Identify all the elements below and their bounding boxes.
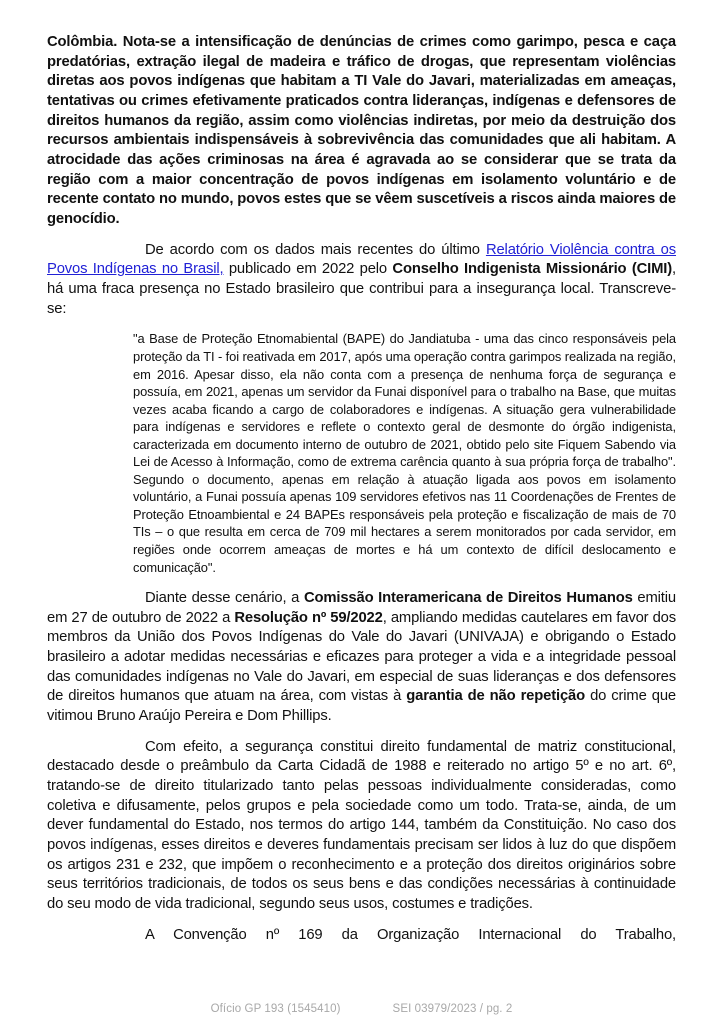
text-run: , há uma fraca presença no Estado brasileiro que contribui para a insegurança local. Transcreve-se: xyxy=(47,261,676,317)
text-run: publicado em 2022 pelo xyxy=(223,261,393,278)
text-run: "a Base de Proteção Etnomabiental (BAPE) do Jandiatuba - uma das cinco responsáveis pela proteção da TI - foi reativada em 2017, após uma operação contra garimpos realizada na região, em 2016. Apesar disso, ela não conta com a presença de nenhuma força de segurança e possuía, em 2021, apenas um servidor da Funai disponível para o trabalho na Base, que muitas vezes acaba ficando a cargo de colaboradores e indígenas. A situação gera vulnerabilidade para indígenas e servidores e reflete o contexto geral de desmonte do órgão indigenista, caracterizada em documento interno de outubro de 2021, obtido pelo site Fiquem Sabendo via Lei de Acesso à Informação, como de extrema carência quanto à sua própria força de trabalho". Segundo o documento, apenas em relação à atuação ligada aos povos em isolamento voluntário, a Funai possuía apenas 109 servidores efetivos nas 11 Coordenações de Frentes de Proteção Etnoambiental e 24 BAPEs responsáveis pela proteção e fiscalização de mais de 70 TIs – o que resulta em cerca de 709 mil hectares a serem monitorados por cada servidor, em regiões onde ocorrem ameaças de mortes e há um contexto de difícil deslocamento e comunicação". xyxy=(133,331,676,575)
bold-text-run: Comissão Interamericana de Direitos Humanos xyxy=(303,590,633,607)
page-footer xyxy=(0,1003,723,1015)
text-run: , ampliando medidas cautelares em favor dos membros da União dos Povos Indígenas do Vale do Javari (UNIVAJA) e obrigando o Estado brasileiro a adotar medidas necessárias e eficazes para proteger a vida e a integridade pessoal das comunidades indígenas no Vale do Javari, em especial de suas lideranças e dos defensores de direitos humanos que atuam na área, com vistas à xyxy=(47,609,676,705)
paragraph-cimi-report xyxy=(47,241,676,320)
text-run: Com efeito, a segurança constitui direito fundamental de matriz constitucional, destacado desde o preâmbulo da Carta Cidadã de 1988 e reiterado no artigo 5º e no art. 6º, tratando-se de direito titularizado tanto pelas pessoas individualmente consideradas, como coletiva e difusamente, pelos grupos e pela sociedade como um todo. Trata-se, ainda, de um dever fundamental do Estado, nos termos do artigo 144, também da Constituição. No caso dos povos indígenas, esses direitos e deveres fundamentais precisam ser lidos à luz do que dispõem os artigos 231 e 232, que impõem o reconhecimento e a proteção dos direitos originários sobre seus territórios tradicionais, de todos os seus bens e das condições necessárias à continuidade do seu modo de vida tradicional, segundo seus usos, costumes e tradições. xyxy=(47,738,676,913)
bold-text-run: Conselho Indigenista Missionário (CIMI) xyxy=(392,261,673,278)
footer-document-ref: Ofício GP 193 (1545410) xyxy=(210,1003,341,1015)
text-run: do crime que vitimou Bruno Araújo Pereira e Dom Phillips. xyxy=(47,688,676,725)
bold-text-run: garantia de não repetição xyxy=(406,688,586,705)
paragraph-constitutional-security xyxy=(47,738,676,915)
blockquote-bape-funai xyxy=(133,330,676,576)
bold-text-run: Colômbia. Nota-se a intensificação de denúncias de crimes como garimpo, pesca e caça predatórias, extração ilegal de madeira e tráfico de drogas, que representam violências diretas aos povos indígenas que habitam a TI Vale do Javari, materializadas em ameaças, tentativas ou crimes efetivamente praticados contra lideranças, indígenas e defensores de direitos humanos da região, assim como violências indiretas, por meio da destruição dos recursos ambientais indispensáveis à sobrevivência das comunidades que ali habitam. A atrocidade das ações criminosas na área é agravada ao se considerar que se trata da região com a maior concentração de povos indígenas em isolamento voluntário e de recente contato no mundo, povos estes que se vêem suscetíveis a riscos ainda maiores de genocídio. xyxy=(47,34,676,228)
paragraph-cidh-resolution xyxy=(47,589,676,727)
bold-text-run: Resolução nº 59/2022 xyxy=(234,609,383,626)
violence-report-link[interactable]: Relatório Violência contra os Povos Indígenas no Brasil, xyxy=(47,241,677,278)
text-run: Diante desse cenário, a xyxy=(145,590,304,607)
paragraph-ilo-convention xyxy=(47,926,676,946)
footer-sei-page-ref: SEI 03979/2023 / pg. 2 xyxy=(392,1003,513,1015)
paragraph-crimes-intro xyxy=(47,33,676,230)
text-run: emitiu em 27 de outubro de 2022 a xyxy=(47,590,676,626)
text-run: De acordo com os dados mais recentes do último xyxy=(145,241,486,258)
text-run: A Convenção nº 169 da Organização Internacional do Trabalho, xyxy=(145,926,676,943)
